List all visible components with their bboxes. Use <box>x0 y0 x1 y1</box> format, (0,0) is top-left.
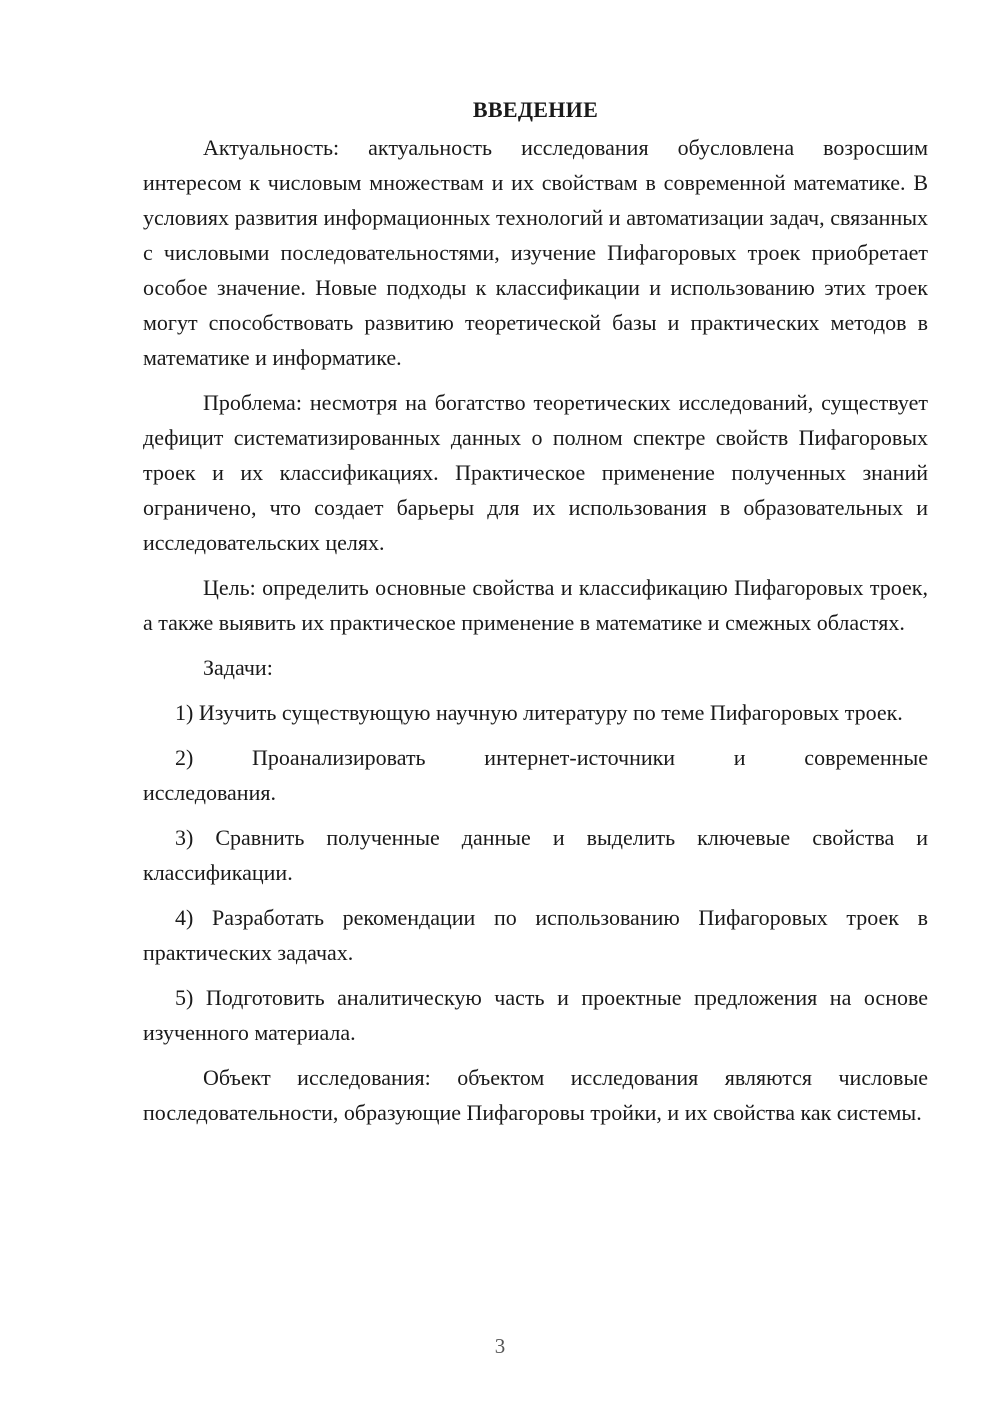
task-item-2-line-2: исследования. <box>143 780 276 805</box>
task-item-1: 1) Изучить существующую научную литературу по теме Пифагоровых троек. <box>175 700 903 725</box>
task-item-3: 3) Сравнить полученные данные и выделить ключевые свойства и классификации. <box>143 825 928 885</box>
page-number: 3 <box>494 1334 506 1358</box>
tasks-heading: Задачи: <box>203 655 273 680</box>
page-title: ВВЕДЕНИЕ <box>472 97 599 122</box>
paragraph-relevance: Актуальность: актуальность исследования обусловлена возросшим интересом к числовым множествам и их свойствам в современной математике. В условиях развития информационных технологий и автоматизации задач, связанных с числовыми последовательностями, изучение Пифагоровых троек приобретает особое значение. Новые подходы к классификации и использованию этих троек могут способствовать развитию теоретической базы и практических методов в математике и информатике. <box>143 135 928 370</box>
paragraph-goal: Цель: определить основные свойства и классификацию Пифагоровых троек, а также выявить их практическое применение в математике и смежных областях. <box>143 575 928 635</box>
task-item-2-line-1: 2) Проанализировать интернет-источники и современные <box>175 745 928 770</box>
document-page <box>143 92 928 1140</box>
task-item-2 <box>143 740 928 810</box>
paragraph-object: Объект исследования: объектом исследования являются числовые последовательности, образующие Пифагоровы тройки, и их свойства как системы. <box>143 1065 928 1125</box>
task-item-4: 4) Разработать рекомендации по использованию Пифагоровых троек в практических задачах. <box>143 905 928 965</box>
paragraph-problem: Проблема: несмотря на богатство теоретических исследований, существует дефицит систематизированных данных о полном спектре свойств Пифагоровых троек и их классификациях. Практическое применение полученных знаний ограничено, что создает барьеры для их использования в образовательных и исследовательских целях. <box>143 390 928 555</box>
task-item-5: 5) Подготовить аналитическую часть и проектные предложения на основе изученного материала. <box>143 985 928 1045</box>
